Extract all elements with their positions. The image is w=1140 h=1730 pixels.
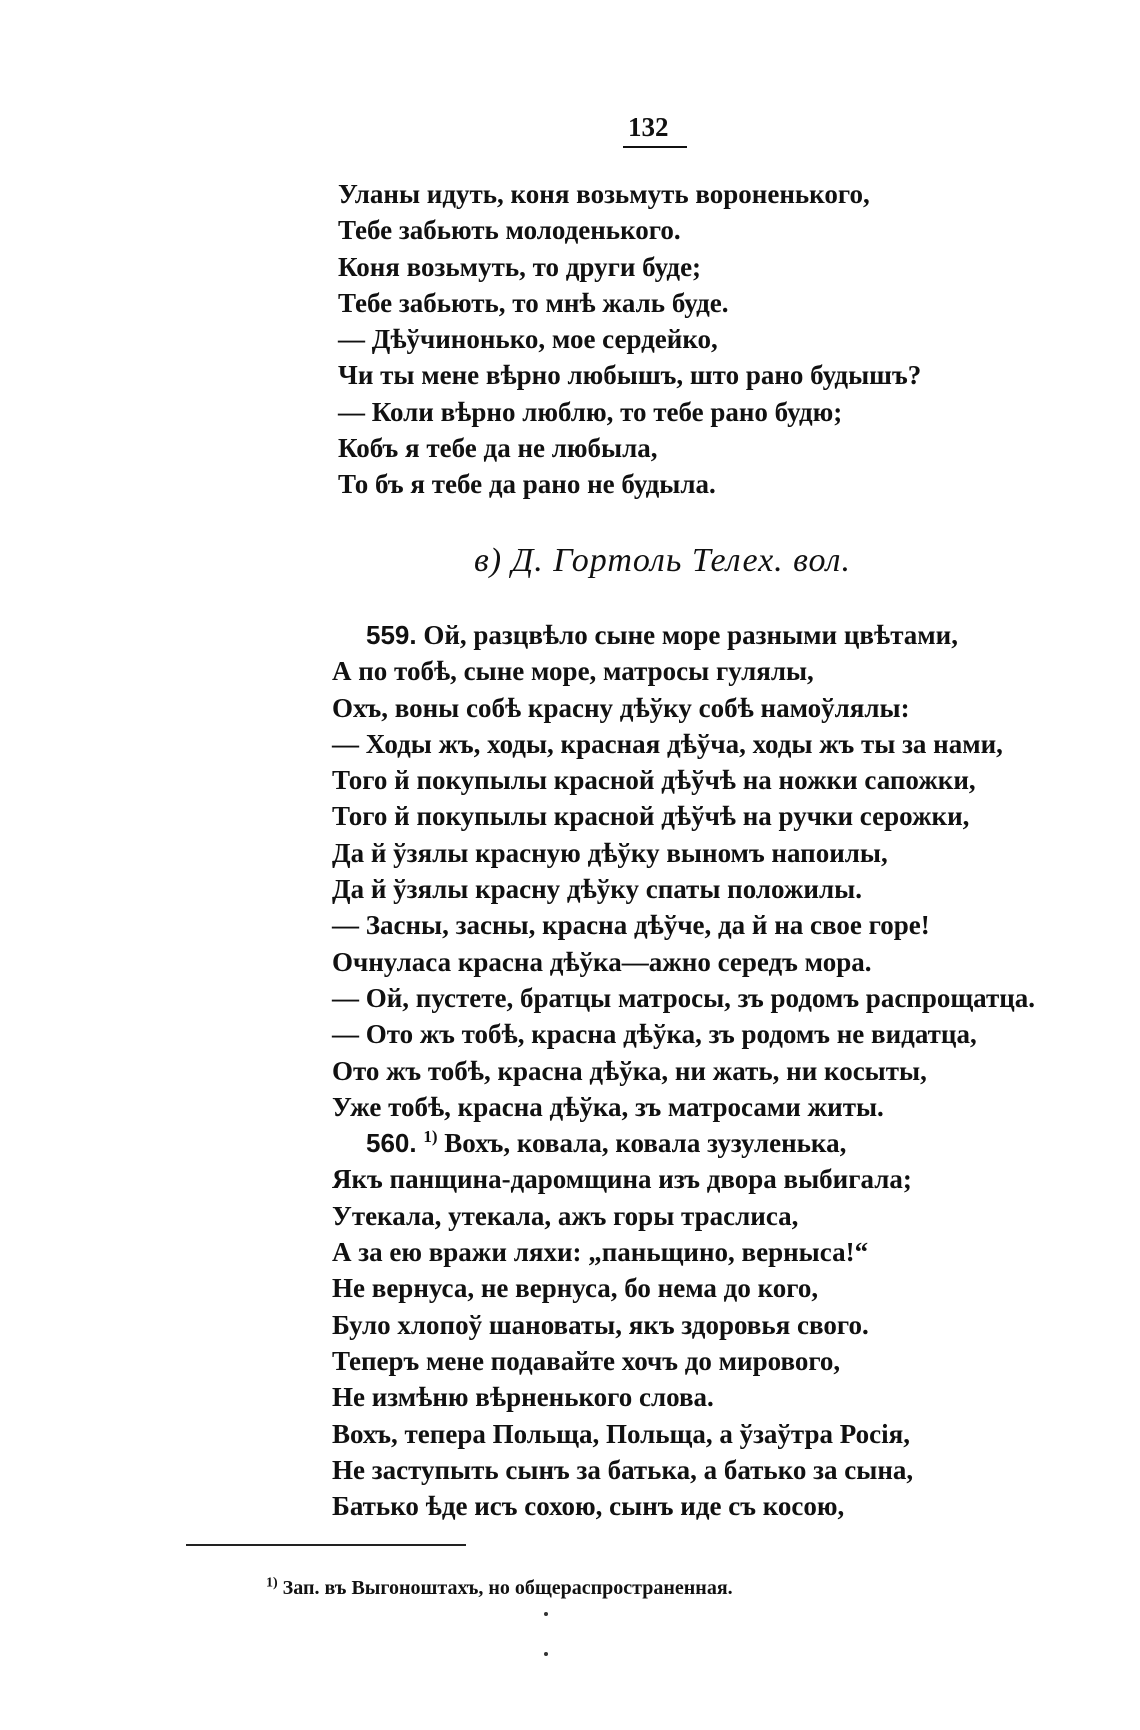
- song-559-line: Да й ўзялы красну дѣўку спаты положилы.: [332, 874, 862, 905]
- song-560-line: Не измѣню вѣрненького слова.: [332, 1382, 714, 1413]
- song-559-line: А по тобѣ, сыне море, матросы гулялы,: [332, 656, 814, 687]
- page-number-rule: [623, 146, 687, 148]
- song-559-first-line: [332, 617, 1035, 653]
- song-559-line: Очнуласа красна дѣўка—ажно середъ мора.: [332, 946, 872, 977]
- section-heading: в) Д. Гортоль Телех. вол.: [474, 542, 851, 579]
- verse-line: Чи ты мене вѣрно любышъ, што рано будышъ?: [338, 360, 922, 391]
- footnote-rule: [186, 1544, 466, 1546]
- song-559-line: Того й покупылы красной дѣўчѣ на ручки серожки,: [332, 801, 970, 832]
- song-559-line: Того й покупылы красной дѣўчѣ на ножки сапожки,: [332, 765, 976, 796]
- page-number: 132: [628, 112, 669, 142]
- song-560-number: 560.: [366, 1128, 417, 1159]
- verse-line: — Дѣўчинонько, мое сердейко,: [338, 324, 718, 355]
- song-560-line: Не заступыть сынъ за батька, а батько за сына,: [332, 1454, 914, 1485]
- print-speck: [544, 1652, 548, 1656]
- song-559-number: 559.: [366, 620, 417, 650]
- song-560-first-line: [332, 1125, 1035, 1161]
- song-560-line: Утекала, утекала, ажъ горы траслиса,: [332, 1200, 799, 1231]
- song-559-line: — Засны, засны, красна дѣўче, да й на свое горе!: [332, 910, 930, 941]
- song-559-line: Ото жъ тобѣ, красна дѣўка, ни жать, ни косыты,: [332, 1055, 927, 1086]
- verse-line: Коня возьмуть, то други буде;: [338, 251, 702, 282]
- song-559-first-text: Ой, разцвѣло сыне море разными цвѣтами,: [423, 620, 958, 650]
- verse-line: Кобъ я тебе да не любыла,: [338, 433, 658, 464]
- verse-line: Тебе забьють, то мнѣ жаль буде.: [338, 287, 729, 318]
- song-559-line: Да й ўзялы красную дѣўку выномъ напоилы,: [332, 837, 888, 868]
- verse-continuation: [338, 176, 921, 503]
- verse-line: Уланы идуть, коня возьмуть вороненького,: [338, 179, 870, 209]
- song-560-first-text: Вохъ, ковала, ковала зузуленька,: [444, 1128, 847, 1159]
- print-speck: [544, 1612, 548, 1616]
- footnote-marker: 1): [266, 1575, 278, 1591]
- song-559-line: — Ото жъ тобѣ, красна дѣўка, зъ родомъ не видатца,: [332, 1019, 977, 1050]
- song-559-line: — Ходы жъ, ходы, красная дѣўча, ходы жъ ты за нами,: [332, 728, 1003, 759]
- song-560-line: Теперъ мене подавайте хочъ до мирового,: [332, 1345, 841, 1376]
- song-560-line: Не вернуса, не вернуса, бо нема до кого,: [332, 1273, 819, 1304]
- song-560-line: Батько ѣде исъ сохою, сынъ иде съ косою,: [332, 1491, 845, 1522]
- verse-line: — Коли вѣрно люблю, то тебе рано будю;: [338, 396, 843, 427]
- footnote-reference: 1): [423, 1127, 438, 1147]
- song-559-line: Охъ, воны собѣ красну дѣўку собѣ намоўлялы:: [332, 692, 910, 723]
- song-559-line: Уже тобѣ, красна дѣўка, зъ матросами житы.: [332, 1091, 884, 1122]
- verse-line: Тебе забьють молоденького.: [338, 215, 681, 246]
- footnote-text: Зап. въ Выгоноштахъ, но общераспространенная.: [282, 1577, 733, 1599]
- verse-line: То бъ я тебе да рано не будыла.: [338, 469, 716, 500]
- song-560-line: Було хлопоў шановаты, якъ здоровья свого.: [332, 1309, 869, 1340]
- song-560-line: А за ею вражи ляхи: „паньщино, верныса!“: [332, 1237, 869, 1268]
- songs-block: [332, 617, 1035, 1524]
- song-559-line: — Ой, пустете, братцы матросы, зъ родомъ распрощатца.: [332, 982, 1036, 1013]
- footnote: [266, 1577, 733, 1600]
- song-560-line: Вохъ, тепера Польща, Польща, а ўзаўтра Росія,: [332, 1418, 910, 1449]
- song-560-line: Якъ панщина-даромщина изъ двора выбигала;: [332, 1164, 912, 1195]
